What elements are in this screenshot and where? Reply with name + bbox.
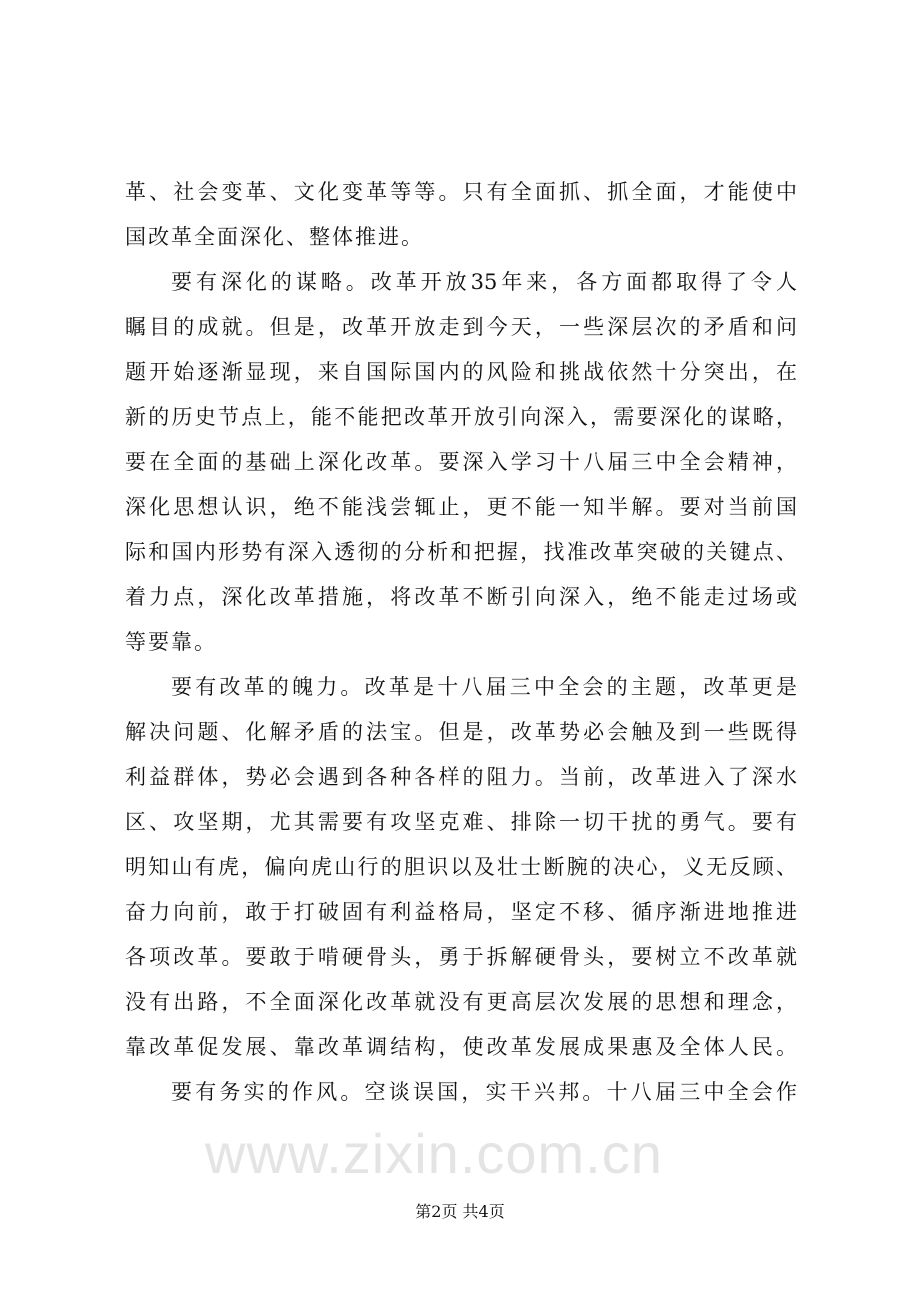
text-line: 利益群体，势必会遇到各种各样的阻力。当前，改革进入了深水 [125, 765, 797, 789]
text-line: 要有务实的作风。空谈误国，实干兴邦。十八届三中全会作 [171, 1080, 797, 1104]
page-number-footer: 第2页 共4页 [415, 1202, 505, 1221]
text-line: 国改革全面深化、整体推进。 [125, 225, 424, 249]
text-line: 各项改革。要敢于啃硬骨头，勇于拆解硬骨头，要树立不改革就 [125, 945, 797, 969]
text-line: 革、社会变革、文化变革等等。只有全面抓、抓全面，才能使中 [125, 180, 797, 204]
text-line: 际和国内形势有深入透彻的分析和把握，找准改革突破的关键点、 [125, 540, 797, 564]
text-line: 没有出路，不全面深化改革就没有更高层次发展的思想和理念， [125, 990, 797, 1014]
text-line: 要有改革的魄力。改革是十八届三中全会的主题，改革更是 [171, 675, 797, 699]
text-line: 要有深化的谋略。改革开放35年来，各方面都取得了令人 [171, 270, 797, 294]
text-line: 靠改革促发展、靠改革调结构，使改革发展成果惠及全体人民。 [125, 1035, 797, 1059]
text-line: 等要靠。 [125, 630, 217, 654]
watermark: www.zixin.com.cn [205, 1122, 663, 1185]
text-line: 深化思想认识，绝不能浅尝辄止，更不能一知半解。要对当前国 [125, 495, 797, 519]
text-line: 题开始逐渐显现，来自国际国内的风险和挑战依然十分突出，在 [125, 360, 797, 384]
text-line: 新的历史节点上，能不能把改革开放引向深入，需要深化的谋略， [125, 405, 797, 429]
text-line: 解决问题、化解矛盾的法宝。但是，改革势必会触及到一些既得 [125, 720, 797, 744]
text-line: 奋力向前，敢于打破固有利益格局，坚定不移、循序渐进地推进 [125, 900, 797, 924]
text-line: 明知山有虎，偏向虎山行的胆识以及壮士断腕的决心，义无反顾、 [125, 855, 797, 879]
text-line: 着力点，深化改革措施，将改革不断引向深入，绝不能走过场或 [125, 585, 797, 609]
text-line: 要在全面的基础上深化改革。要深入学习十八届三中全会精神， [125, 450, 797, 474]
text-line: 区、攻坚期，尤其需要有攻坚克难、排除一切干扰的勇气。要有 [125, 810, 797, 834]
text-line: 瞩目的成就。但是，改革开放走到今天，一些深层次的矛盾和问 [125, 315, 797, 339]
